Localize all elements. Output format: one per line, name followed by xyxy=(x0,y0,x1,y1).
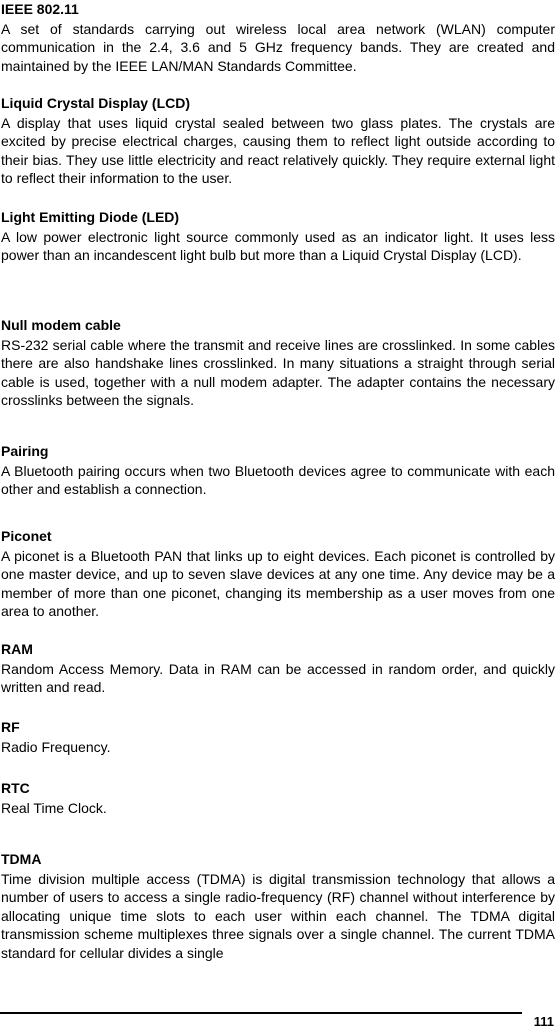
glossary-term: RTC xyxy=(1,780,30,796)
glossary-definition: RS-232 serial cable where the transmit and receive lines are crosslinked. In some cables there are also handshake lines crosslinked. In many situations a straight through serial cable is used, together with a null modem adapter. The adapter contains the necessary crosslinks between the signals. xyxy=(1,337,555,409)
glossary-term: Null modem cable xyxy=(1,317,121,333)
glossary-definition: A low power electronic light source commonly used as an indicator light. It uses less power than an incandescent light bulb but more than a Liquid Crystal Display (LCD). xyxy=(1,229,555,264)
glossary-entry-rtc xyxy=(1,779,555,817)
glossary-entry-piconet xyxy=(1,527,555,621)
glossary-term: Liquid Crystal Display (LCD) xyxy=(1,95,191,111)
glossary-definition: Radio Frequency. xyxy=(1,739,111,755)
glossary-term: IEEE 802.11 xyxy=(1,1,79,17)
glossary-term: Light Emitting Diode (LED) xyxy=(1,209,180,225)
glossary-term: TDMA xyxy=(1,851,42,867)
page-number: 111 xyxy=(533,1014,554,1029)
glossary-entry-null-modem-cable xyxy=(1,316,555,410)
glossary-entry-rf xyxy=(1,718,555,756)
glossary-term: RAM xyxy=(1,641,33,657)
glossary-definition: A piconet is a Bluetooth PAN that links up to eight devices. Each piconet is controlled by one master device, and up to seven slave devices at any one time. Any device may be a member of more than one piconet, changing its membership as a user moves from one area to another. xyxy=(1,548,555,620)
glossary-definition: Random Access Memory. Data in RAM can be accessed in random order, and quickly written and read. xyxy=(1,661,555,696)
glossary-entry-lcd xyxy=(1,94,555,188)
glossary-entry-ieee-802-11 xyxy=(1,0,555,75)
glossary-term: Pairing xyxy=(1,443,49,459)
glossary-entry-pairing xyxy=(1,442,555,499)
glossary-definition: A Bluetooth pairing occurs when two Bluetooth devices agree to communicate with each other and establish a connection. xyxy=(1,463,555,498)
glossary-entry-led xyxy=(1,208,555,265)
footer-rule xyxy=(0,1012,522,1014)
glossary-term: Piconet xyxy=(1,528,52,544)
glossary-definition: A set of standards carrying out wireless local area network (WLAN) computer communication in the 2.4, 3.6 and 5 GHz frequency bands. They are created and maintained by the IEEE LAN/MAN Standards Committee. xyxy=(1,21,555,74)
glossary-entry-ram xyxy=(1,640,555,697)
glossary-entry-tdma xyxy=(1,850,555,962)
glossary-definition: Time division multiple access (TDMA) is digital transmission technology that allows a number of users to access a single radio-frequency (RF) channel without interference by allocating unique time slots to each user within each channel. The TDMA digital transmission scheme multiplexes three signals over a single channel. The current TDMA standard for cellular divides a single xyxy=(1,871,555,961)
glossary-definition: Real Time Clock. xyxy=(1,800,107,816)
glossary-term: RF xyxy=(1,719,20,735)
glossary-definition: A display that uses liquid crystal sealed between two glass plates. The crystals are excited by precise electrical charges, causing them to reflect light outside according to their bias. They use little electricity and react relatively quickly. They require external light to reflect their information to the user. xyxy=(1,115,555,187)
